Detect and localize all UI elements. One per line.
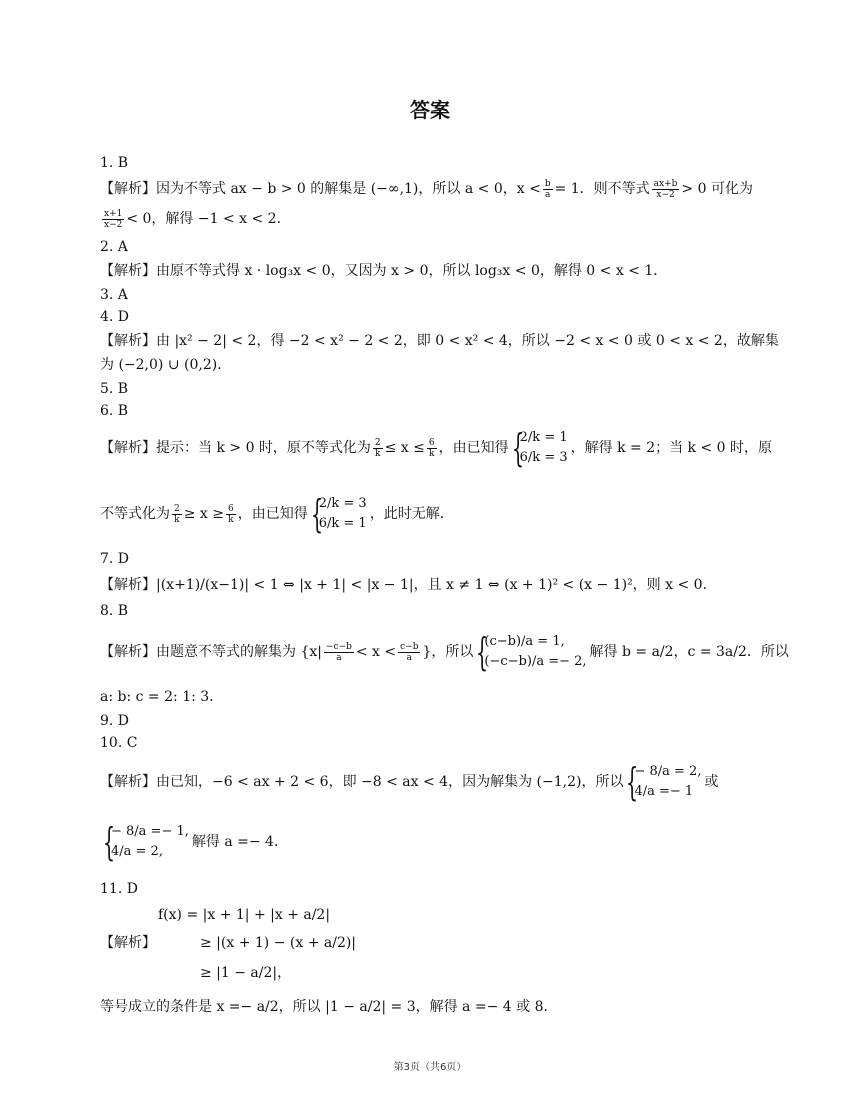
- explanation-11-label: 【解析】: [100, 935, 156, 951]
- answer-10: 10. C: [100, 735, 138, 751]
- answer-5: 5. B: [100, 381, 129, 397]
- fraction-6-k: $\frac{6}{k}$: [428, 437, 435, 459]
- explanation-6-line1: 【解析】提示：当 k > 0 时，原不等式化为 $\frac{2}{k}$ ≤ x ≤ $\frac{6}{k}$ ，由已知得 { 2/k = 1 6/k = 3 ，解得 k = 2；当 k < 0 时，原: [100, 426, 773, 470]
- explanation-1-line1: 【解析】因为不等式 ax − b > 0 的解集是 (−∞,1)，所以 a < 0，x < $\frac{b}{a}$ = 1．则不等式 $\frac{ax+b}{x-2}$ > 0 可化为: [100, 178, 753, 200]
- system-q10a: { − 8/a = 2, 4/a =− 1: [626, 760, 702, 804]
- system-q8: { (c−b)/a = 1, (−c−b)/a =− 2,: [476, 630, 587, 674]
- explanation-4-line1: 【解析】由 |x² − 2| < 2，得 −2 < x² − 2 < 2，即 0 < x² < 4，所以 −2 < x < 0 或 0 < x < 2，故解集: [100, 333, 779, 349]
- system-q6b: { 2/k = 3 6/k = 1: [310, 492, 367, 536]
- fraction-2-k-b: $\frac{2}{k}$: [174, 503, 180, 525]
- fraction-2-k: $\frac{2}{k}$: [374, 437, 381, 459]
- answer-8: 8. B: [100, 603, 129, 619]
- answer-6: 6. B: [100, 403, 129, 419]
- page-title: 答案: [410, 98, 450, 122]
- fraction-6-k-b: $\frac{6}{k}$: [228, 503, 234, 525]
- explanation-4-line2: 为 (−2,0) ∪ (0,2)．: [100, 357, 232, 373]
- answer-9: 9. D: [100, 713, 130, 729]
- system-q6a: { 2/k = 1 6/k = 3: [511, 426, 568, 470]
- explanation-10-line2: { − 8/a =− 1, 4/a = 2, 解得 a =− 4．: [103, 820, 288, 864]
- answer-3: 3. A: [100, 287, 128, 303]
- explanation-11-eq2: ≥ |(x + 1) − (x + a/2)|: [200, 935, 357, 951]
- answer-7: 7. D: [100, 551, 130, 567]
- explanation-8-line1: 【解析】由题意不等式的解集为 {x| $\frac{-c-b}{a}$ < x < $\frac{c-b}{a}$ }，所以 { (c−b)/a = 1, (−c−b)/a =− 2, 解得 b = a/2，c = 3a/2．所以: [100, 630, 789, 674]
- system-q10b: { − 8/a =− 1, 4/a = 2,: [103, 820, 189, 864]
- answer-1: 1. B: [100, 155, 129, 171]
- fraction-b-a: $\frac{b}{a}$: [544, 178, 551, 200]
- page-footer: 第3页（共6页）: [393, 1062, 467, 1073]
- explanation-7: 【解析】|(x+1)/(x−1)| < 1 ⇔ |x + 1| < |x − 1|，且 x ≠ 1 ⇔ (x + 1)² < (x − 1)²，则 x < 0．: [100, 577, 717, 593]
- explanation-6-line2: 不等式化为 $\frac{2}{k}$ ≥ x ≥ $\frac{6}{k}$ ，由已知得 { 2/k = 3 6/k = 1 ，此时无解．: [100, 492, 454, 536]
- explanation-11-eq3: ≥ |1 − a/2|，: [200, 965, 292, 981]
- explanation-11-conclusion: 等号成立的条件是 x =− a/2，所以 |1 − a/2| = 3，解得 a =− 4 或 8．: [100, 999, 558, 1015]
- fraction-axb: $\frac{ax+b}{x-2}$: [653, 178, 678, 200]
- fraction-x1x2: $\frac{x+1}{x-2}$: [104, 208, 123, 230]
- explanation-8-line2: a: b: c = 2: 1: 3．: [100, 689, 224, 705]
- answer-11: 11. D: [100, 881, 138, 897]
- answer-2: 2. A: [100, 239, 128, 255]
- explanation-11-eq1: f(x) = |x + 1| + |x + a/2|: [158, 907, 331, 923]
- fraction-neg-c-b-a: $\frac{-c-b}{a}$: [325, 641, 352, 663]
- answer-4: 4. D: [100, 309, 130, 325]
- explanation-10-line1: 【解析】由已知，−6 < ax + 2 < 6，即 −8 < ax < 4，因为解集为 (−1,2)，所以 { − 8/a = 2, 4/a =− 1 或: [100, 760, 719, 804]
- fraction-c-b-a: $\frac{c-b}{a}$: [400, 641, 419, 663]
- explanation-2: 【解析】由原不等式得 x · log₃x < 0，又因为 x > 0，所以 log₃x < 0，解得 0 < x < 1．: [100, 263, 668, 279]
- explanation-1-line2: $\frac{x+1}{x-2}$ < 0，解得 −1 < x < 2．: [104, 208, 291, 230]
